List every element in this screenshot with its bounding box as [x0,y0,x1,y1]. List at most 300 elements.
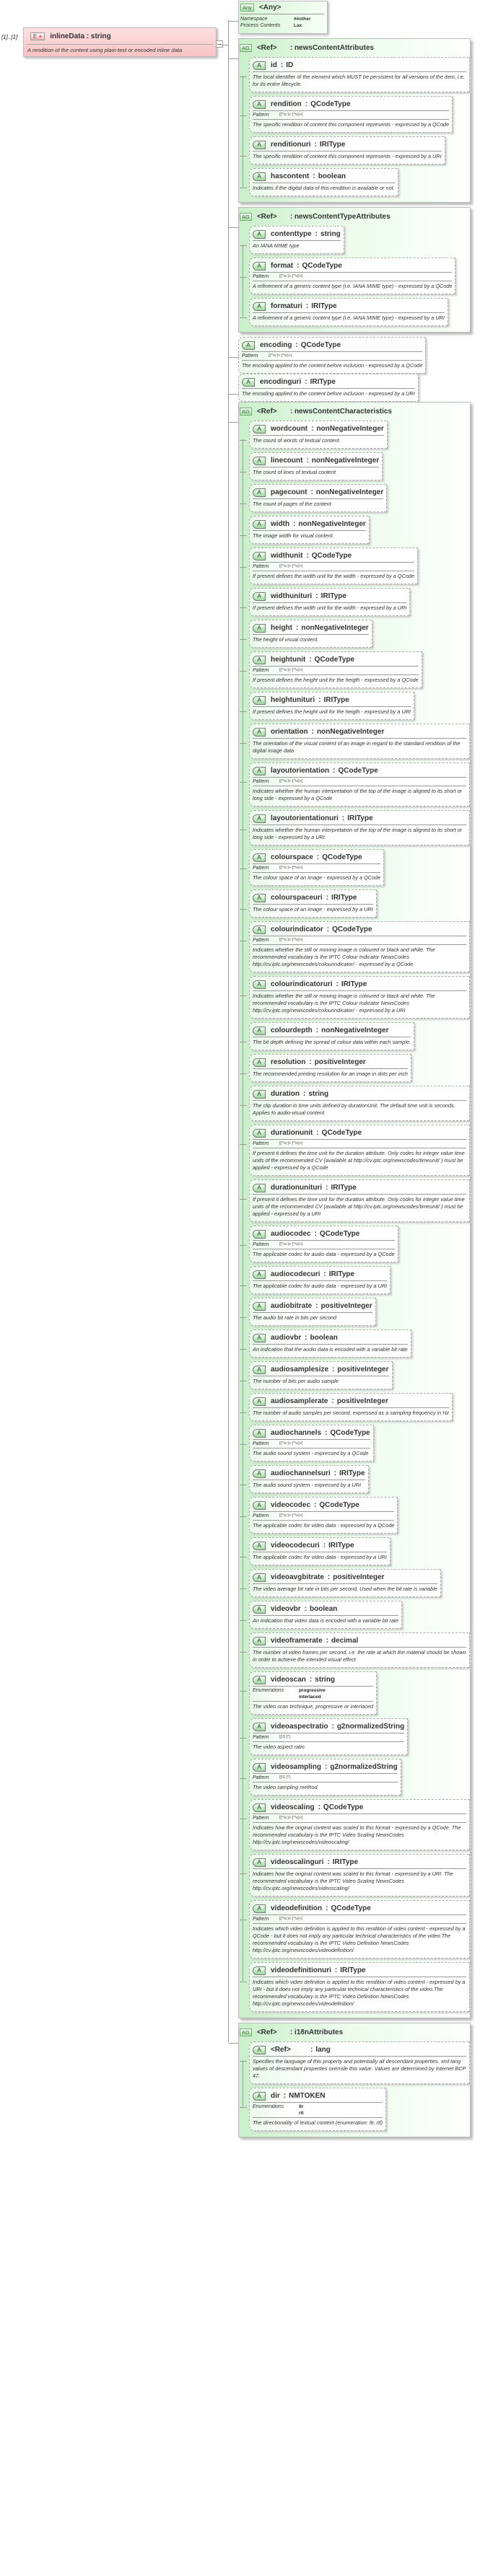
attribute-badge-icon: A [253,1904,266,1913]
attribute-type: g2normalizedString [330,1763,398,1771]
attribute-header [253,765,466,778]
attribute-header [253,1127,466,1140]
attribute-badge-icon: A [242,378,255,387]
attribute-documentation: Indicates how the original content was scaled to this format - expressed by a URI. The recommended vocabulary is the IPTC Video Scaling NewsCodes http://cv.iptc.org/newscodes/videoscaling/ [253,1871,453,1891]
any-namespace-row [240,16,324,22]
type-separator: : [309,656,312,664]
attribute-audiochannelsuri[interactable] [249,1465,369,1493]
attribute-header [253,1182,466,1195]
attribute-badge-icon: A [253,853,266,862]
type-separator: : [314,141,317,149]
pattern-row [253,111,449,120]
attribute-name: videoscaling [271,1803,315,1811]
attribute-widthunit[interactable] [249,548,418,584]
attribute-name: audiochannelsuri [271,1469,331,1477]
attribute-type: boolean [310,1334,338,1342]
pattern-row [253,667,419,675]
enumerations-row [253,2103,383,2118]
pattern-value: [[^\s:]+:[^\s]+] [279,668,303,672]
attribute-videoframerate[interactable] [249,1632,470,1668]
occurrence-label: [1]..[1] [1,34,18,40]
attribute-type: boolean [318,172,346,180]
attribute-videoaspectratio[interactable] [249,1718,408,1755]
group-header [239,405,470,417]
attribute-documentation: The count of lines of textual content [253,469,336,475]
pattern-value: [[^\s:]+:[^\s]+] [279,564,303,568]
attribute-lang[interactable] [249,2041,470,2084]
group-ref-label: <Ref> [256,407,277,416]
attribute-badge-icon: A [253,1366,266,1374]
attribute-name: layoutorientationuri [271,814,339,822]
attribute-badge-icon: A [253,814,266,823]
attribute-documentation: The specific rendition of content this component represents - expressed by a URI [253,153,442,159]
attribute-documentation: An indication that video data is encoded with a variable bit rate [253,1617,399,1624]
attribute-videocodecuri[interactable] [249,1537,390,1565]
attribute-header [253,851,380,864]
attribute-videoavgbitrate[interactable] [249,1569,441,1597]
attribute-badge-icon: A [253,141,266,149]
attribute-badge-icon: A [253,656,266,664]
attribute-documentation: Indicates whether the still or moving image is coloured or black and white. The recommended vocabulary is the IPTC Colour Indicator NewsCodes http://cv.iptc.org/newscodes/colourindicator/ - expressed by a URI [253,993,435,1014]
pattern-label: Pattern [253,564,269,569]
attribute-documentation: If present defines the width unit for the width - expressed by a URI [253,605,407,611]
group-attribute-list [243,226,470,326]
attribute-header [253,454,379,467]
attribute-documentation: An indication that the audio data is encoded with a variable bit rate [253,1346,408,1353]
type-separator: : [318,1803,320,1811]
attribute-badge-icon: A [253,1334,266,1342]
attribute-name: videoscan [271,1676,306,1684]
attribute-type: nonNegativeInteger [316,425,384,433]
element-header [27,28,213,45]
attribute-header [253,1902,466,1915]
attribute-badge-icon: A [253,425,266,434]
type-separator: : [306,457,309,465]
attribute-type: IRIType [310,378,336,386]
attribute-group-badge-icon: AG [240,44,252,52]
attribute-width[interactable] [249,516,370,544]
pattern-row [253,1733,404,1742]
group-ref-label: <Ref> [256,212,277,221]
attribute-documentation: Indicates whether the human interpretation of the top of the image is aligned to its short or long side - expressed by a URI [253,827,463,840]
row-value: ##other [294,17,311,22]
attribute-name: encoding [260,341,292,349]
group-name: : newsContentAttributes [289,43,374,52]
attribute-header [253,978,466,991]
attribute-type: IRIType [347,814,373,822]
type-separator: : [310,2046,313,2054]
attribute-type: IRIType [320,592,346,600]
attribute-name: orientation [271,728,308,736]
attribute-badge-icon: A [253,696,266,705]
pattern-label: Pattern [253,1141,269,1146]
attribute-videosampling[interactable] [249,1759,401,1795]
attribute-rendition[interactable] [249,96,453,133]
attribute-encodinguri[interactable] [238,374,419,402]
attribute-audiobitrate[interactable] [249,1298,376,1326]
attribute-badge-icon: A [253,1027,266,1035]
pattern-row [253,1440,370,1449]
attribute-badge-icon: A [253,1966,266,1975]
attribute-type: string [315,1676,336,1684]
attribute-name: hascontent [271,172,310,180]
attribute-header [253,260,452,273]
pattern-value: [[^\s:]+:[^\s]+] [279,779,303,783]
pattern-label: Pattern [253,1441,269,1446]
enumeration-values [299,2103,304,2117]
any-wildcard[interactable] [238,1,328,34]
attribute-header [253,1427,370,1440]
attribute-videoscan[interactable] [249,1671,377,1715]
attribute-documentation: The audio sound system - expressed by a URI [253,1482,362,1488]
attribute-videodefinition[interactable] [249,1900,470,1959]
attribute-header [253,1332,408,1345]
attribute-documentation: The image width for visual content. [253,532,334,539]
attribute-documentation: The colour space of an image - expressed by a QCode [253,874,381,881]
attribute-name: layoutorientation [271,767,330,775]
attribute-header [253,1964,466,1977]
pattern-value: [[^\s:]+:[^\s]+] [279,113,303,117]
collapse-minus-icon[interactable] [216,40,223,48]
attribute-badge-icon: A [253,1637,266,1645]
attribute-linecount[interactable] [249,452,383,480]
attribute-documentation: If present defines the width unit for the width - expressed by a QCode [253,573,414,579]
attribute-colourindicator[interactable] [249,921,470,972]
attribute-name: videodefinitionuri [271,1966,331,1974]
attribute-audiosamplesize[interactable] [249,1361,393,1389]
attribute-name: linecount [271,457,303,465]
type-separator: : [326,894,329,902]
attribute-header [253,1024,411,1037]
type-separator: : [325,1763,328,1771]
attribute-type: IRIType [331,1184,357,1192]
any-badge-icon: Any [240,4,254,12]
attribute-colourspace[interactable] [249,849,384,886]
type-separator: : [323,1542,326,1549]
attribute-audiocodec[interactable] [249,1226,398,1262]
attribute-type: QCodeType [311,552,352,560]
attribute-name: videocodec [271,1501,311,1509]
attribute-renditionuri[interactable] [249,136,445,164]
attribute-badge-icon: A [253,1302,266,1311]
pattern-label: Pattern [253,866,269,871]
attribute-duration[interactable] [249,1086,470,1121]
attribute-name: id [271,61,277,69]
attribute-badge-icon: A [253,230,266,239]
attribute-documentation: If present defines the height unit for the heigth - expressed by a QCode [253,677,419,683]
type-separator: : [315,592,318,600]
attribute-ref-label: <Ref> [271,2046,291,2054]
type-separator: : [326,1904,328,1912]
pattern-row [253,778,466,786]
type-separator: : [305,1334,307,1342]
pattern-label: Pattern [253,1735,269,1740]
attribute-header [253,654,419,667]
attribute-videoscalinguri[interactable] [249,1854,470,1896]
attribute-videovbr[interactable] [249,1601,402,1629]
type-separator: : [311,728,315,736]
attribute-badge-icon: A [253,1803,266,1812]
type-separator: : [295,341,298,349]
attribute-heightunituri[interactable] [249,692,414,720]
attribute-widthunituri[interactable] [249,588,410,616]
attribute-group-newsContentAttributes[interactable] [238,38,471,203]
attribute-name: videoscalinguri [271,1858,324,1866]
attribute-videoscaling[interactable] [249,1799,470,1850]
attribute-audiocodecuri[interactable] [249,1266,390,1294]
attribute-header [242,339,422,352]
attribute-documentation: The encoding applied to the content before inclusion - expressed by a QCode [242,362,423,369]
sequence-connector-line [228,20,229,2042]
attribute-colourdepth[interactable] [249,1022,414,1050]
attribute-pagecount[interactable] [249,484,387,512]
pattern-label: Pattern [253,1917,269,1922]
type-separator: : [334,1966,338,1974]
type-separator: : [305,302,309,310]
type-separator: : [332,1366,335,1373]
attribute-badge-icon: A [253,262,266,271]
attribute-header [253,300,445,313]
attribute-height[interactable] [249,620,372,648]
pattern-label: Pattern [253,668,269,673]
attribute-badge-icon: A [253,1058,266,1067]
attribute-documentation: The recommended printing resolution for an image in dots per inch [253,1071,408,1077]
attribute-name: audiobitrate [271,1302,313,1310]
attribute-badge-icon: A [253,100,266,109]
group-attribute-list [243,2041,470,2131]
attribute-group-newsContentCharacteristics[interactable] [238,402,471,2018]
attribute-orientation[interactable] [249,724,470,759]
attribute-documentation: Indicates which video definition is applied to this rendition of video content - expressed by a QCode - but it does not imply any particular technical characteristics of the video.The recommended vocabulary is the IPTC Video Definition NewsCodes http://cv.iptc.org/newscodes/videodefinition/ [253,1925,466,1953]
attribute-badge-icon: A [253,2046,266,2054]
attribute-header [253,550,414,563]
pattern-label: Pattern [253,1816,269,1821]
type-separator: : [333,1469,337,1477]
attribute-dir[interactable] [249,2088,386,2131]
attribute-header [253,2090,383,2103]
element-inlineData[interactable] [23,27,217,57]
attribute-header [253,486,383,499]
pattern-value: [[^\s:]+:[^\s]+] [279,274,303,278]
attribute-badge-icon: A [253,728,266,737]
enumerations-label: Enumerations [253,1688,284,1693]
attribute-colourindicatoruri[interactable] [249,976,470,1019]
attribute-type: QCodeType [314,656,355,664]
attribute-name: videocodecuri [271,1542,320,1549]
attribute-type: QCodeType [321,1129,362,1137]
attribute-type: QCodeType [331,1904,371,1912]
attribute-group-newsContentTypeAttributes[interactable] [238,207,471,333]
attribute-audiovbr[interactable] [249,1329,411,1358]
attribute-badge-icon: A [253,624,266,633]
pattern-row [253,1241,395,1249]
attribute-badge-icon: A [253,1429,266,1438]
attribute-header [253,98,449,111]
attribute-videodefinitionuri[interactable] [249,1962,470,2012]
attribute-header [253,1674,373,1687]
attribute-badge-icon: A [253,1573,266,1582]
attribute-resolution[interactable] [249,1054,411,1082]
attribute-documentation: The height of visual content. [253,636,319,643]
attribute-documentation: A refinement of a generic content type (i.e. IANA MIME type) - expressed by a QCode [253,283,453,289]
attribute-type: IRIType [339,1469,365,1477]
pattern-row [253,864,380,873]
type-separator: : [314,1230,317,1238]
attribute-name: colourspaceuri [271,894,323,902]
attribute-header [253,694,411,707]
attribute-name: heightunituri [271,696,315,704]
attribute-type: positiveInteger [320,1302,372,1310]
type-separator: : [304,1605,307,1613]
attribute-badge-icon: A [242,341,255,350]
type-separator: : [303,1090,306,1098]
attribute-layoutorientation[interactable] [249,762,470,806]
attribute-name: dir [271,2092,280,2100]
attribute-encoding[interactable] [238,337,426,374]
row-value: Lax [294,23,302,28]
attribute-durationunit[interactable] [249,1125,470,1176]
pattern-value: [[^\s:]+:[^\s]+] [279,1816,303,1820]
attribute-heightunit[interactable] [249,651,422,688]
attribute-audiochannels[interactable] [249,1425,374,1461]
attribute-name: resolution [271,1058,306,1066]
attribute-type: decimal [331,1637,359,1645]
pattern-row [253,1774,398,1782]
attribute-documentation: The directionality of textual content (enumeration: ltr, rtl) [253,2119,383,2126]
attribute-header [253,923,466,936]
group-ref-label: <Ref> [256,2028,277,2036]
type-separator: : [309,1058,312,1066]
attribute-documentation: The number of video frames per second, i.e. the rate at which the material should be shown in order to achieve the intended visual effect [253,1649,466,1663]
element-name: inlineData : string [50,32,111,40]
attribute-badge-icon: A [253,1763,266,1772]
type-separator: : [311,425,314,433]
attribute-documentation: The applicable codec for video data - expressed by a QCode [253,1522,395,1529]
attribute-name: renditionuri [271,141,311,149]
attribute-videocodec[interactable] [249,1497,398,1534]
attribute-type: QCodeType [323,1803,364,1811]
attribute-name: contenttype [271,230,312,238]
attribute-contenttype[interactable] [249,226,344,254]
pattern-row [253,1140,466,1148]
attribute-name: videosampling [271,1763,322,1771]
attribute-documentation: The local identifier of the element which MUST be persistent for all versions of the item, i.e. for its entire lifecycle. [253,74,465,87]
attribute-header [253,1856,466,1869]
type-separator: : [315,1302,318,1310]
attribute-documentation: The number of audio samples per second, expressed as a sampling frequency in Hz [253,1410,450,1416]
type-separator: : [305,100,308,108]
attribute-name: audiovbr [271,1334,302,1342]
attribute-badge-icon: A [253,767,266,775]
element-badge-letter: E [33,32,38,40]
attribute-name: colourindicator [271,926,323,933]
pattern-value: [[^\s:]+:[^\s]+] [279,1141,303,1146]
attribute-id[interactable] [249,57,470,92]
attribute-type: QCodeType [319,1501,359,1509]
attribute-type: string [308,1090,329,1098]
attribute-documentation: The video average bit rate in bits per second. Used when the bit rate is variable [253,1586,437,1592]
row-key: Process Contents [240,23,281,28]
attribute-badge-icon: A [253,1723,266,1731]
attribute-type: IRIType [328,1270,355,1278]
attribute-durationunituri[interactable] [249,1179,470,1222]
attribute-badge-icon: A [253,1469,266,1478]
type-separator: : [306,552,309,560]
attribute-badge-icon: A [253,1501,266,1510]
pattern-label: Pattern [253,779,269,784]
pattern-value: [[^\s:]+:[^\s]+] [269,353,292,358]
attribute-badge-icon: A [253,520,266,529]
any-process-contents-row [240,22,324,29]
attribute-documentation: Indicates which video definition is applied to this rendition of video content - expressed by a URI - but it does not imply any particular technical characteristics of the video.The recommended vocabulary is the IPTC Video Definition NewsCodes http://cv.iptc.org/newscodes/videodefinition/ [253,1979,466,2007]
pattern-row [253,1512,394,1521]
type-separator: : [327,1858,330,1866]
attribute-badge-icon: A [253,1090,266,1099]
attribute-formaturi[interactable] [249,298,448,326]
row-key: Namespace [240,17,268,22]
attribute-name: colourindicatoruri [271,980,333,988]
type-separator: : [315,230,318,238]
pattern-label: Pattern [253,938,269,943]
pattern-value: [[^\s:]+:[^\s]+] [279,1917,303,1921]
attribute-documentation: An IANA MIME type [253,242,300,249]
attribute-colourspaceuri[interactable] [249,889,377,918]
attribute-hascontent[interactable] [249,168,398,196]
attribute-header [253,1088,466,1101]
attribute-badge-icon: A [253,172,266,181]
pattern-label: Pattern [253,1242,269,1247]
attribute-header [253,170,395,183]
attribute-header [253,1571,437,1584]
type-separator: : [326,1637,329,1645]
attribute-documentation: The bit depth defining the spread of colour data within each sample. [253,1039,411,1045]
attribute-name: audiochannels [271,1429,322,1437]
attribute-badge-icon: A [253,1605,266,1614]
attribute-type: IRIType [341,980,367,988]
attribute-documentation: Indicates if the digital data of this rendition is available or not. [253,185,395,191]
attribute-format[interactable] [249,258,455,294]
enumeration-value: ltr [299,2104,304,2109]
attribute-documentation: The clip duration in time units defined by durationUnit. The default time unit is seconds. Applies to audio-visual content. [253,1102,455,1116]
attribute-type: QCodeType [332,926,372,933]
attribute-badge-icon: A [253,552,266,561]
type-separator: : [325,1429,328,1437]
attribute-documentation: The count of words of textual content. [253,437,341,444]
attribute-group-i18nAttributes[interactable] [238,2023,471,2137]
attribute-header [253,622,369,635]
pattern-value: [[^\s:]+:[^\s]+] [279,866,303,870]
attribute-documentation: If present it defines the time unit for the duration attribute. Only codes for integer value time units of the recommended CV (available at http://cv.iptc.org/newscodes/timeunit/ ) must be applied - expressed by a URI [253,1196,465,1217]
pattern-label: Pattern [253,274,269,279]
attribute-header [253,1720,404,1733]
attribute-documentation: The video scan technique, progressive or interlaced [253,1703,374,1710]
children-column [238,1,480,2142]
enumeration-value: interlaced [299,1694,321,1700]
attribute-audiosamplerate[interactable] [249,1393,453,1421]
attribute-documentation: The applicable codec for audio data - expressed by a URI [253,1283,388,1289]
attribute-documentation: The count of pages of the content [253,501,331,507]
attribute-badge-icon: A [253,980,266,989]
attribute-wordcount[interactable] [249,421,388,449]
attribute-header [253,1467,365,1480]
attribute-name: audiosamplerate [271,1397,328,1405]
attribute-header [253,423,384,436]
attribute-layoutorientationuri[interactable] [249,810,470,845]
attribute-documentation: The colour space of an image - expressed by a URI [253,906,373,913]
attribute-type: g2normalizedString [336,1723,405,1731]
attribute-documentation: The applicable codec for audio data - expressed by a QCode [253,1251,395,1257]
pattern-label: Pattern [253,113,269,118]
